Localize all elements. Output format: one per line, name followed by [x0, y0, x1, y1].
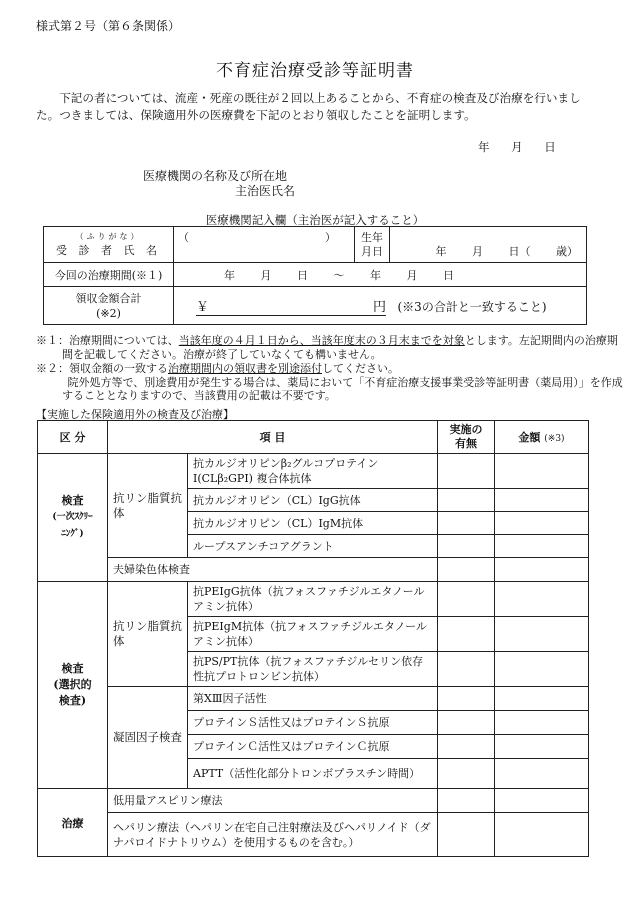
paren-close: ）: [325, 231, 336, 244]
treatment-amount-1[interactable]: [495, 789, 589, 813]
screening-item-2: 抗カルジオリピン（CL）IgG抗体: [188, 489, 438, 512]
note-1-a: 治療期間については、: [69, 334, 179, 347]
record-title: 医療機関記入欄（主治医が記入すること）: [205, 213, 425, 227]
screening-item-4: ループスアンチコアグラント: [188, 535, 438, 558]
screening-group-antiphospholipid: 抗リン脂質抗体: [108, 454, 188, 558]
screening-done-1[interactable]: [438, 454, 495, 489]
patient-table: [43, 226, 587, 325]
header-category: 区 分: [38, 421, 108, 454]
selective-item-6: プロテインＣ活性又はプロテインＣ抗原: [188, 735, 438, 759]
screening-amount-5[interactable]: [495, 558, 589, 582]
period-label: 今回の治療期間(※１): [44, 263, 174, 287]
header-done: [438, 421, 495, 454]
screening-amount-1[interactable]: [495, 454, 589, 489]
dob-field[interactable]: 年 月 日（ 歳）: [390, 227, 587, 263]
screening-label-1: 検査: [61, 494, 84, 507]
selective-amount-3[interactable]: [495, 652, 589, 687]
selective-done-4[interactable]: [438, 687, 495, 711]
note-2-underline: 治療期間内の領収書を別途添付: [168, 362, 322, 375]
note-2-a: 領収金額の一致する: [69, 362, 168, 375]
header-item: 項 目: [108, 421, 438, 454]
screening-label: [38, 454, 108, 582]
selective-item-2: 抗PEIgM抗体（抗フォスファチジルエタノールアミン抗体）: [188, 617, 438, 652]
selective-item-1: 抗PEIgG抗体（抗フォスファチジルエタノールアミン抗体）: [188, 582, 438, 617]
selective-label: [38, 582, 108, 789]
selective-group-coagulation: 凝固因子検査: [108, 687, 188, 789]
treatment-item-1: 低用量アスピリン療法: [108, 789, 438, 813]
treatment-done-2[interactable]: [438, 813, 495, 857]
screening-done-5[interactable]: [438, 558, 495, 582]
dob-label-1: 生年: [361, 230, 383, 244]
selective-done-7[interactable]: [438, 759, 495, 789]
institution-label: 医療機関の名称及び所在地: [143, 169, 288, 183]
screening-amount-4[interactable]: [495, 535, 589, 558]
amount-label-1: 領収金額合計: [75, 291, 142, 305]
amount-field[interactable]: [174, 287, 587, 325]
selective-amount-4[interactable]: [495, 687, 589, 711]
selective-label-3: 検査): [58, 694, 87, 707]
amount-label-2: (※2): [96, 306, 121, 320]
selective-item-4: 第ⅩⅢ因子活性: [188, 687, 438, 711]
treatment-item-2: ヘパリン療法（ヘパリン在宅自己注射療法及びヘパリノイド（ダナパロイドナトリウム）を使用するものを含む。）: [108, 813, 438, 857]
selective-amount-1[interactable]: [495, 582, 589, 617]
selective-done-5[interactable]: [438, 711, 495, 735]
note-2-lead: ※２：: [36, 362, 69, 375]
note-2: [36, 362, 627, 403]
selective-amount-6[interactable]: [495, 735, 589, 759]
header-amount: [495, 421, 589, 454]
selective-item-7: APTT（活性化部分トロンボプラスチン時間）: [188, 759, 438, 789]
header-done-1: 実施の: [449, 423, 483, 436]
note-1: [36, 334, 627, 361]
screening-label-2: (一次ｽｸﾘｰ: [52, 512, 93, 522]
name-field[interactable]: [174, 227, 355, 263]
screening-done-3[interactable]: [438, 512, 495, 535]
selective-amount-7[interactable]: [495, 759, 589, 789]
header-amount-note: (※3): [544, 434, 565, 444]
period-field[interactable]: 年 月 日 ～ 年 月 日: [174, 263, 587, 287]
section-title: 【実施した保険適用外の検査及び治療】: [36, 408, 234, 421]
yen-sign: ￥: [196, 299, 210, 315]
selective-done-1[interactable]: [438, 582, 495, 617]
issue-date[interactable]: 年 月 日: [478, 140, 556, 154]
selective-done-2[interactable]: [438, 617, 495, 652]
screening-label-3: ﾆﾝｸﾞ): [61, 529, 84, 539]
selective-amount-5[interactable]: [495, 711, 589, 735]
intro-text: 下記の者については、流産・死産の既往が２回以上あることから、不育症の検査及び治療を行いました。つきましては、保険適用外の医療費を下記のとおり領収したことを証明します。: [36, 91, 581, 122]
selective-item-5: プロテインＳ活性又はプロテインＳ抗原: [188, 711, 438, 735]
note-1-underline: 当該年度の４月１日から、当該年度末の３月末までを対象: [178, 334, 465, 347]
treatment-done-1[interactable]: [438, 789, 495, 813]
selective-done-3[interactable]: [438, 652, 495, 687]
selective-label-1: 検査: [61, 662, 84, 675]
name-label-cell: [44, 227, 174, 263]
selective-group-antiphospholipid: 抗リン脂質抗体: [108, 582, 188, 687]
selective-label-2: (選択的: [53, 678, 92, 691]
screening-done-2[interactable]: [438, 489, 495, 512]
amount-note: (※3の合計と一致すること): [397, 299, 547, 314]
screening-item-1: 抗カルジオリピンβ₂グルコプロテインⅠ(CLβ₂GPI) 複合体抗体: [188, 454, 438, 489]
name-label: 受 診 者 氏 名: [56, 244, 161, 257]
amount-label-cell: [44, 287, 174, 325]
treatment-label: 治療: [38, 789, 108, 857]
screening-amount-3[interactable]: [495, 512, 589, 535]
screening-item-3: 抗カルジオリピン（CL）IgM抗体: [188, 512, 438, 535]
paren-open: （: [178, 231, 189, 244]
note-1-b: とします。左記期間内の治療期間を記載してください。治療が終了していなくても構いません。: [62, 334, 618, 361]
selective-item-3: 抗PS/PT抗体（抗フォスファチジルセリン依存性抗プロトロンビン抗体）: [188, 652, 438, 687]
treatment-amount-2[interactable]: [495, 813, 589, 857]
dob-label-cell: [355, 227, 390, 263]
selective-amount-2[interactable]: [495, 617, 589, 652]
note-2-c: 院外処方等で、別途費用が発生する場合は、薬局において「不育症治療支援事業受診等証明書（薬局用）」を作成することとなりますので、当該費用の記載は不要です。: [62, 375, 623, 402]
selective-done-6[interactable]: [438, 735, 495, 759]
document-title: 不育症治療受診等証明書: [216, 61, 414, 81]
header-amount-label: 金額: [518, 431, 541, 444]
screening-amount-2[interactable]: [495, 489, 589, 512]
doctor-label: 主治医氏名: [235, 184, 296, 198]
tests-table: [37, 420, 589, 857]
form-number: 様式第２号（第６条関係）: [36, 19, 181, 33]
yen-unit: 円: [372, 299, 386, 315]
note-1-lead: ※１：: [36, 334, 69, 347]
header-done-2: 有無: [455, 437, 477, 450]
dob-label-2: 月日: [361, 244, 383, 258]
screening-done-4[interactable]: [438, 535, 495, 558]
screening-couple: 夫婦染色体検査: [108, 558, 438, 582]
furigana-label: （ふりがな）: [75, 232, 142, 241]
note-2-b: してください。: [322, 362, 399, 375]
